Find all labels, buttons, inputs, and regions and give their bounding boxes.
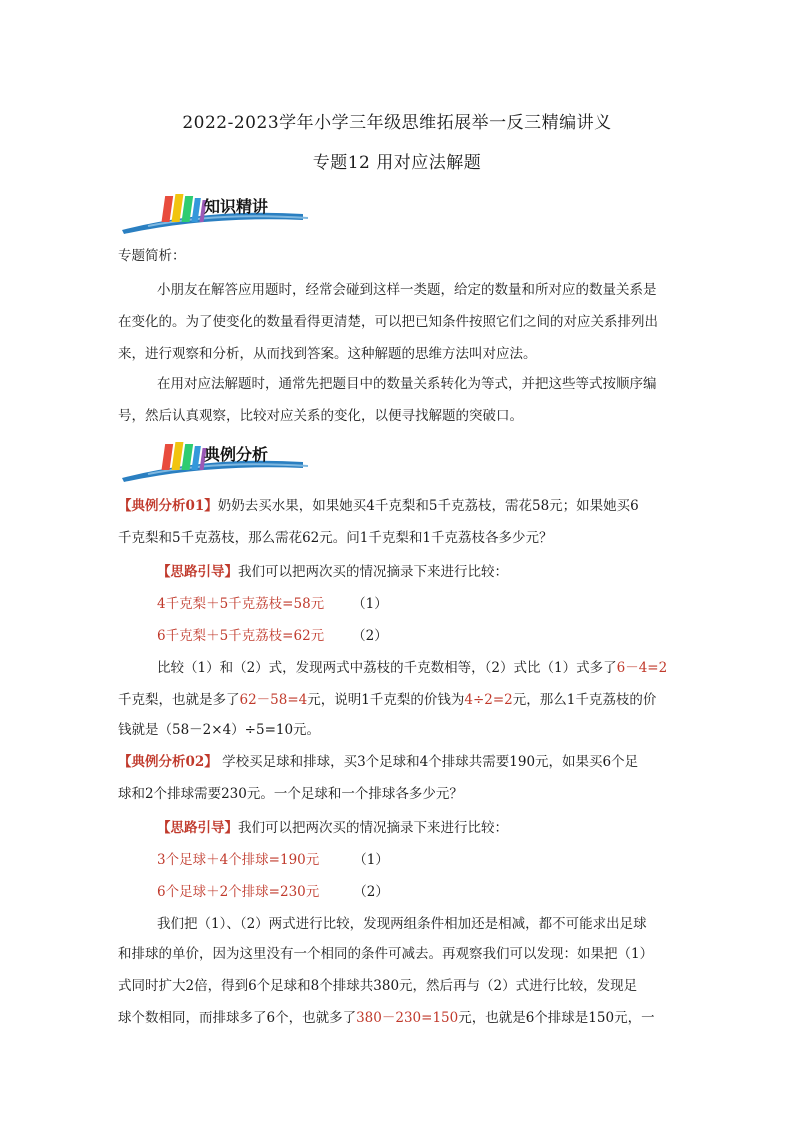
equation: 6个足球＋2个排球=230元 <box>157 884 320 900</box>
equation: 3个足球＋4个排球=190元 <box>157 852 320 868</box>
paragraph-line: 在变化的。为了使变化的数量看得更清楚，可以把已知条件按照它们之间的对应关系排列出 <box>118 314 658 330</box>
example-2-line: 球和2个排球需要230元。一个足球和一个排球各多少元？ <box>118 786 463 802</box>
equation-line <box>157 594 678 614</box>
analysis-text: 比较（1）和（2）式，发现两式中荔枝的千克数相等，（2）式比（1）式多了 <box>157 660 617 676</box>
example-1-line <box>118 496 678 516</box>
paragraph-line: 在用对应法解题时，通常先把题目中的数量关系转化为等式，并把这些等式按顺序编 <box>157 376 657 392</box>
analysis-highlight: 62－58=4 <box>239 692 308 708</box>
document-subtitle: 专题12 用对应法解题 <box>312 153 482 173</box>
analysis-text: 元，那么1千克荔枝的价 <box>512 692 657 708</box>
analysis-line <box>118 690 678 710</box>
analysis-line: 和排球的单价，因为这里没有一个相同的条件可减去。再观察我们可以发现：如果把（1） <box>118 946 654 962</box>
hint-text: 我们可以把两次买的情况摘录下来进行比较： <box>238 564 508 580</box>
analysis-line <box>157 658 678 678</box>
example-tag: 【典例分析02】 <box>118 754 218 770</box>
section-header-examples <box>118 438 318 484</box>
hint-line <box>157 562 678 582</box>
equation-line <box>157 626 678 646</box>
example-text: 奶奶去买水果，如果她买4千克梨和5千克荔枝，需花58元；如果她买6 <box>217 498 639 514</box>
analysis-line: 钱就是（58－2×4）÷5=10元。 <box>118 722 321 738</box>
analysis-highlight: 380－230=150 <box>356 1010 459 1026</box>
intro-label: 专题简析： <box>118 248 186 264</box>
analysis-highlight: 4÷2=2 <box>464 692 513 708</box>
analysis-text: 千克梨，也就是多了 <box>118 692 240 708</box>
equation-number: （1） <box>353 852 389 868</box>
analysis-text: 球个数相同，而排球多了6个，也就多了 <box>118 1010 357 1026</box>
analysis-line <box>118 1008 678 1028</box>
example-text: 学校买足球和排球，买3个足球和4个排球共需要190元，如果买6个足 <box>217 754 639 770</box>
example-tag: 【典例分析01】 <box>118 498 218 514</box>
analysis-text: 元，也就是6个排球是150元，一 <box>458 1010 655 1026</box>
hint-tag: 【思路引导】 <box>157 564 238 580</box>
hint-tag: 【思路引导】 <box>157 820 238 836</box>
document-title: 2022-2023学年小学三年级思维拓展举一反三精编讲义 <box>182 113 612 133</box>
equation-number: （1） <box>352 596 388 612</box>
equation-number: （2） <box>353 884 389 900</box>
equation-line <box>157 882 678 902</box>
equation: 4千克梨＋5千克荔枝=58元 <box>157 596 325 612</box>
paragraph-line: 号，然后认真观察，比较对应关系的变化，以便寻找解题的突破口。 <box>118 408 523 424</box>
section-header-knowledge <box>118 190 318 236</box>
paragraph-line: 小朋友在解答应用题时，经常会碰到这样一类题，给定的数量和所对应的数量关系是 <box>157 282 657 298</box>
analysis-highlight: 6－4=2 <box>616 660 668 676</box>
equation-line <box>157 850 678 870</box>
analysis-text: 元，说明1千克梨的价钱为 <box>307 692 465 708</box>
analysis-line: 我们把（1）、（2）两式进行比较，发现两组条件相加还是相减，都不可能求出足球 <box>157 916 647 932</box>
example-1-line: 千克梨和5千克荔枝，那么需花62元。问1千克梨和1千克荔枝各多少元？ <box>118 530 553 546</box>
paragraph-line: 来，进行观察和分析，从而找到答案。这种解题的思维方法叫对应法。 <box>118 346 537 362</box>
section-title: 典例分析 <box>204 445 269 464</box>
equation: 6千克梨＋5千克荔枝=62元 <box>157 628 325 644</box>
analysis-line: 式同时扩大2倍，得到6个足球和8个排球共380元，然后再与（2）式进行比较，发现足 <box>118 978 638 994</box>
example-2-line <box>118 752 678 772</box>
section-title: 知识精讲 <box>204 197 269 216</box>
hint-line <box>157 818 678 838</box>
equation-number: （2） <box>352 628 388 644</box>
hint-text: 我们可以把两次买的情况摘录下来进行比较： <box>238 820 508 836</box>
